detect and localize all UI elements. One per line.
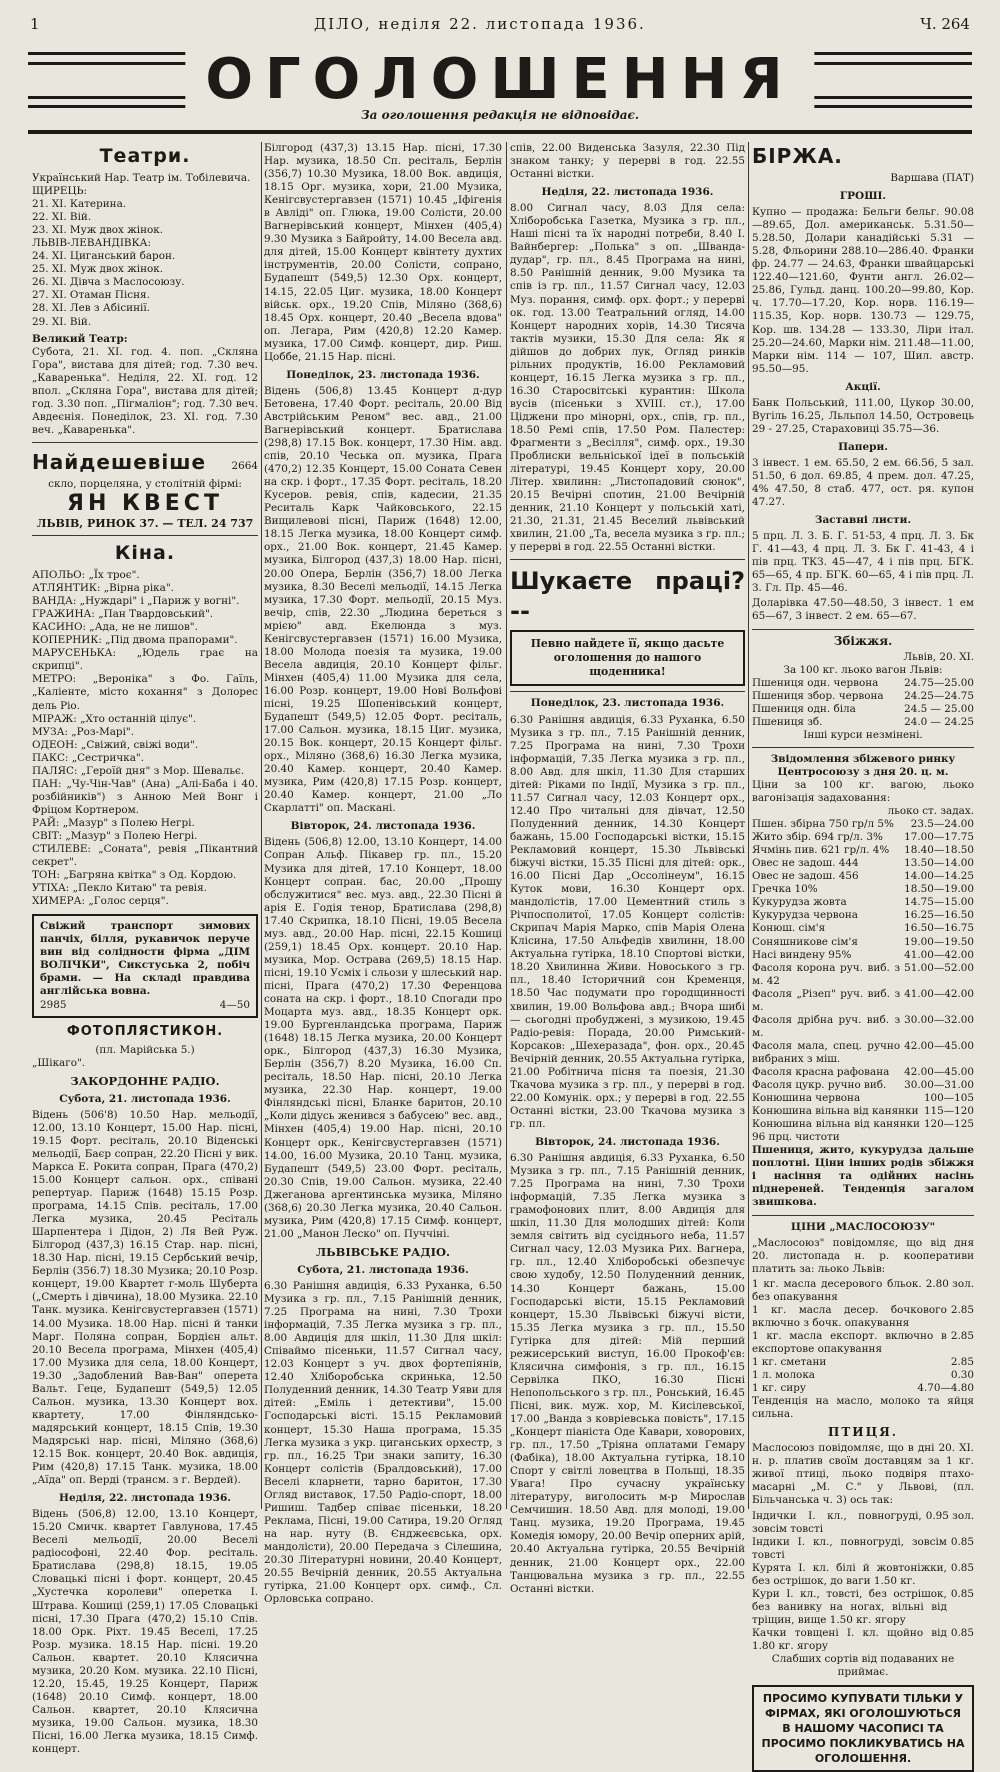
- grain-report-row: [752, 844, 974, 857]
- poultry-table: [752, 1510, 974, 1654]
- grain-report-row-price: 16.50—16.75: [904, 922, 974, 935]
- fotoplastikon-show: „Шікаго".: [32, 1056, 86, 1069]
- cheapest-heading: Найдешевіше: [32, 449, 207, 474]
- column-3: [510, 142, 745, 1595]
- page-header: [30, 12, 970, 36]
- poultry-row: [752, 1588, 974, 1627]
- grain-subheading: За 100 кг. льоко вагон Львів:: [783, 663, 943, 676]
- grain-report-row: [752, 1105, 974, 1118]
- butter-row: [752, 1330, 974, 1356]
- butter-row-label: 1 кг. масла експорт. включно в експортове опакування: [752, 1329, 947, 1355]
- papers-heading: Папери.: [838, 440, 888, 453]
- column-divider: [748, 142, 749, 1509]
- cinema-entry: АПОЛЬО: „Їх троє".: [32, 569, 140, 582]
- poultry-row: [752, 1562, 974, 1588]
- butter-row-label: 1 кг. сметани: [752, 1355, 827, 1368]
- page-number: 1: [30, 15, 40, 33]
- grain-report-row-price: 14.75—15.00: [904, 896, 974, 909]
- grain-report-row: [752, 1066, 974, 1079]
- grain-report-row-price: 19.00—19.50: [904, 935, 974, 948]
- poultry-row-label: Качки товщені І. кл. щойно від 1.80 кг. ягору: [752, 1626, 947, 1652]
- grain-report-subheading: Ціни за 100 кг. вагою, льоко вагонізація задаховання:: [752, 778, 974, 805]
- poultry-row-label: Кури І. кл., товсті, без острішок, без ванивку на ногах, вільні від тріщин, вище 1.50 кг. ягору: [752, 1587, 947, 1626]
- butter-row-label: 1 кг. сиру: [752, 1382, 806, 1395]
- cinema-entry: ПАЛЯС: „Героїй дня" з Мор. Шевальє.: [32, 764, 245, 777]
- grain-row: [752, 677, 974, 690]
- exchange-heading: БІРЖА.: [752, 144, 843, 168]
- dollar-bonds: Доларівка 47.50—48.50, 3 інвест. 1 ем 65—67, 3 інвест. 2 ем. 65—67.: [752, 597, 974, 623]
- column-2: [264, 142, 502, 1606]
- poultry-row-price: 0.85: [950, 1587, 974, 1600]
- grain-report-row: [752, 883, 974, 896]
- theatre-entry: 24. XI. Циганський барон.: [32, 250, 176, 263]
- cinema-entry: МАРУСЕНЬКА: „Юдель грає на скрипці".: [32, 647, 258, 673]
- grain-report-row-price: 23.5—24.00: [910, 818, 974, 831]
- ad-number: 2985: [40, 998, 67, 1011]
- butter-row-price: 2.85: [950, 1355, 974, 1368]
- grain-report-row-label: Насі виндену 95%: [752, 948, 852, 961]
- tuesday-heading: Вівторок, 24. листопада 1936.: [290, 820, 476, 833]
- cinema-entry: МІРАЖ: „Хто останній цілує".: [32, 712, 197, 725]
- grain-report-row-label: Ячмінь пив. 621 гр/л. 4%: [752, 844, 890, 857]
- shares-rates: Банк Польський, 111.00, Цукор 30.00, Вугіль 16.25, Льльпол 14.50, Островець 29 - 27.25, Стараховиці 35.75—36.: [752, 396, 974, 435]
- grain-report-columns: льоко ст. задах.: [887, 805, 974, 818]
- money-heading: ГРОШІ.: [839, 190, 887, 203]
- butter-table: [752, 1278, 974, 1395]
- shopping-appeal-box: ПРОСИМО КУПУВАТИ ТІЛЬКИ У ФІРМАХ, ЯКІ ОГОЛОШУЮТЬСЯ В НАШОМУ ЧАСОПИСІ ТА ПРОСИМО ПОКЛИКУВАТИСЬ НА ОГОЛОШЕННЯ.: [752, 1685, 974, 1772]
- kvest-ad-address: ЛЬВІВ, РИНОК 37. — ТЕЛ. 24 737: [36, 516, 254, 530]
- issue-number: Ч. 264: [920, 15, 970, 33]
- column-4: [752, 142, 974, 1766]
- grain-report-row-label: Кукурудза червона: [752, 909, 858, 922]
- grain-table: [752, 677, 974, 729]
- grain-report-note: Пшениця, жито, кукурудза дальше поплотні. Ціни інших родів збіжжя і насіння та одійних насінь піднереней. Тенденція загалом звишкова.: [752, 1144, 974, 1209]
- cinema-entry: ВАНДА: „Нуждарі" і „Париж у вогні".: [32, 595, 240, 608]
- butter-row: [752, 1304, 974, 1330]
- poultry-row-price: 0.95 зол.: [925, 1509, 974, 1522]
- cinema-entry: ПАКС: „Сестричка".: [32, 751, 144, 764]
- lviv-saturday-heading: Субота, 21. листопада 1936.: [297, 1263, 469, 1276]
- theatre-entry: ЩИРЕЦЬ:: [32, 185, 88, 198]
- sunday-program: 8.00 Сигнал часу, 8.03 Для села: Хліборобська Газетка, Музика з гр. пл., Наші пісні та їх народні потреби, 8.40 І. Вайнбергер: „Полька" з оп. „Шванда-дудар", гр. пл., 8.45 Програма на нині, 8.50 Ранішній денник, 9.00 Музика та спів із гр. пл., 11.57 Сигнал часу, 12.03 Муз. порання, симф. орх. форт.; у перерві ок. год. 13.00 Театральний огляд, 14.00 Концерт народних хорів, 14.30 Тисяча тактів музики, 15.30 Для села: Як я дійшов до добрих лук, Огляд ринків рільних продуктів, 16.00 Рекламовий концерт, 16.15 Легка музика з гр. пл., 16.30 Старосвітські курантин: Школа вусів (пісеньки з XVIII. ст.), 17.00 Ціджени про мінорні, орх., спів, гр. пл., 18.50 Ремі спів, 17.50 Ром. Палестер: Фрагменти з „Весілля", симф. орх., 19.30 Проблиски вельніської ідеї в польській літературі, 19.45 Концерт хору, 20.00 Літер. хвилинн: „Листопадовий сюнок", 20.15 Вечірні спотин, 21.00 Вечірній денник, 21.10 Концерт у польській хаті, 21.30, 21.31, 21.45 Веселий львівський хвилин, 21.00 „Та, весела музика з гр. пл.; у перерві в год. 22.55 Останні вістки.: [510, 202, 745, 554]
- transport-ad-text: Свіжий транспорт зимових панчіх, білля, рукавичок перуче вин від солідности фірма „ДІМ ВОЛІЧКИ", Сикстуська 2, побіч брами. — На складі правдива англійська вовна.: [40, 920, 250, 998]
- cinema-entry: КАСИНО: „Ада, не не лишов".: [32, 621, 198, 634]
- grain-report-row: [752, 857, 974, 870]
- grain-report-row: [752, 1092, 974, 1105]
- theatres-heading: Театри.: [99, 145, 191, 167]
- kvest-ad-name: ЯН КВЕСТ: [67, 490, 223, 516]
- shares-heading: Акції.: [845, 380, 881, 393]
- theatre-entry: 26. XI. Дівча з Маслосоюзу.: [32, 276, 185, 289]
- grain-row-price: 24.0 — 24.25: [904, 715, 974, 728]
- grain-report-row-label: Фасоля мала, спец. ручно вибраних з міш.: [752, 1039, 901, 1065]
- butter-row: [752, 1278, 974, 1304]
- grain-report-row: [752, 949, 974, 962]
- cinema-entry: МУЗА: „Роз-Марі".: [32, 725, 134, 738]
- grain-report-row: [752, 962, 974, 988]
- cheapest-text: скло, порцеляна, у столітній фірмі:: [48, 477, 242, 490]
- grain-row-label: Пшениця одн. червона: [752, 676, 879, 689]
- monday-program: Відень (506,8) 13.45 Концерт д-дур Бетовена, 17.40 Форт. ресіталь, 20.00 Від Австрійським Реном" вес. авд., 21.00 Вагнерівський концерт. Братислава (298,8) 17.15 Вок. концерт, 17.30 Нім. авд. спів, 20.10 Чеська оп. музика, Прага (470,2) 12.35 Концерт, 15.00 Соната Севен на скр. і форт., 17.35 Форт. ресіталь, 18.20 Кусеров. ревія, спів, кадесии, 21.35 Реситаль Карк Чайковського, 22.15 Вищилевові пісні, Париж (1648) 12.00, 18.15 Легка музика, 18.00 Концерт симф. орх., 21.00 Вок. концерт, 21.45 Камер. музика, Білгород (437,3) 18.00 Нар. пісні, 20.00 Опера, Берлін (356,7) 18.00 Легка музика, 8.30 Веселі мельодії, 14.15 Легка музика, 17.30 Форт. мельодії, 20.15 Муз. вечір, спів, 22.30 „Людина береться з мрією" авд. Екелюнда з муз. Кенігсвустергавзен (1571) 16.00 Музика, 18.00 Молода поезія та музика, 19.00 Весела авдиція, 20.10 Концерт фільг. Мінхен (405,4) 11.00 Музика для села, 16.00 Розр. концерт, 19.00 Нові Вольфові пісні, 19.25 Шопенівський концерт, Будапешт (549,5) 12.05 Форт. ресіталь, 17.00 Сальон. музика, 18.15 Циг. музика, 20.15 Вок. концерт, 20.15 Концерт фільг. орх., Міляно (368,6) 16.30 Легка музика, 20.40 Камер. концерт, 20.40 Камер. музика, Рим (420,8) 17.15 Розр. концерт, 20.40 Камер. концерт, 21.00 „Ло Скарлатті" оп. Маскані.: [264, 384, 502, 815]
- cinema-entry: ХИМЕРА: „Голос серця".: [32, 895, 169, 908]
- poultry-row: [752, 1627, 974, 1653]
- grain-report-row-price: 41.00—42.00: [904, 948, 974, 961]
- butter-row-price: 2.80 зол.: [925, 1277, 974, 1290]
- grain-report-row-label: Конюшина вільна від канянки: [752, 1105, 919, 1118]
- grain-row-label: Пшениця збор. червона: [752, 689, 884, 702]
- grain-report-row: [752, 896, 974, 909]
- grain-report-row-price: 120—125: [923, 1118, 974, 1131]
- butter-row-price: 4.70—4.80: [917, 1382, 974, 1395]
- cinema-list: [32, 569, 258, 908]
- great-theatre-heading: Великий Театр:: [32, 332, 128, 345]
- grain-report-row-label: Фасоля красна рафована: [752, 1066, 890, 1078]
- cinema-entry: ТОН: „Багряна квітка" з Од. Кордою.: [32, 869, 237, 882]
- cinema-entry: ПАН: „Чу-Чін-Чав" (Ана) „Алі-Баба і 40. розбійників") з Анною Мей Вонг і Фріцом Кортнером.: [32, 777, 258, 816]
- job-ad-heading: Шукаєте праці? --: [510, 567, 745, 626]
- theatre-entry: 25. XI. Муж двох жінок.: [32, 263, 164, 276]
- monday-program: 6.30 Ранішня авдиція, 6.33 Руханка, 6.50 Музика з гр. пл., 7.15 Ранішній денник, 7.25 Програма на нині, 7.30 Трохи інформацій, 7.35 Легка музика з гр. пл., 8.00 Авд. для шкіл, 11.30 Для старших дітей: Ріками по Індії, Музика з гр. пл., 11.57 Сигнал часу, 12.03 Концерт орх., 12.40 Про читальні для дівчат, 12.50 Полуденний денник, 14.30 Концерт бажань, 15.00 Господарські вістки, 15.15 Рекламовий концерт, 15.30 Львівські біжучі вістки, 15.35 Пісні для дітей: орк., 16.00 Пісні Дар „Оссолінеум", 16.15 Куток мови, 16.30 Концерт орх. мандолістів, 17.00 Цементний стиль з Річпосполитої, 17.05 Концерт солістів: Скрипач Марія Марко, спів Марія Олена Клісина, 17.50 Альфедів хвилинн, 18.00 Актуальна гутірка, 18.10 Спортові вістки, 18.20 Хвилинна Живи. Новоського з гр. пл., 18.40 Історичний сон Кременця, 18.50 Час подумати про городщинності хвилин, 19.00 Вольфова авд.; Вчора шибі — сьогодні пробуджені, з музикою, 19.45 Радіо-ревія: Порада, 20.00 Римський-Корсаков: „Шехеразада", фон. орх., 20.45 Вечірній денник, 20.55 Актуальна гутірка, 21.00 Робітнича пісня та поезія, 21.30 Ткачова музика з гр. пл., у перерві в год. 22.00 Комунік. орх.; у перерві в год. 22.55 Останні вістки, 23.00 Ткачова музика з гр. пл.: [510, 713, 745, 1130]
- grain-report-row: [752, 909, 974, 922]
- butter-row: [752, 1369, 974, 1382]
- butter-intro: „Маслосоюз" повідомляє, що від дня 20. листопада н. р. кооперативи платить за: льоко Львів:: [752, 1236, 974, 1275]
- cinema-entry: СТИЛЕВЕ: „Соната", ревія „Пікантний секрет".: [32, 843, 258, 869]
- poultry-note: Слабших сортів від подаваних не приймає.: [771, 1653, 955, 1679]
- grain-report-row-label: Фасоля цукр. ручно виб.: [752, 1079, 887, 1092]
- grain-report-row-price: 51.00—52.00: [904, 961, 974, 974]
- grain-report-row-price: 41.00—42.00: [904, 987, 974, 1000]
- butter-row-price: 0.30: [950, 1369, 974, 1382]
- poultry-row-label: Курята І. кл. білі й жовтоніжки, без острішок, до ваги 1.50 кг.: [752, 1561, 947, 1587]
- job-ad-box: Певно найдете її, якщо дасьте оголошення до нашого щоденника!: [510, 630, 745, 686]
- money-rates: Купно — продажа: Бельги бельг. 90.08—89.65, Дол. американськ. 5.31.50—5.28.50, Долари канадійські 5.31 — 5.28, Фльорини 288.10—286.40. Франки фр. 24.77 — 24.63, Франки швайцарські 122.40—121.60, Фунти англ. 26.02—25.86, Гульд. данц. 100.20—99.80, Кор. ч. 17.70—17.20, Кор. норв. 116.19—115.35, Кор. норв. 130.73 — 129.75, Кор. шв. 134.28 — 133.30, Ліри італ. 25.20—24.60, Марки нім. 211.48—11.00, Марки нім. 114 — 107, Шил. австр. 95.50—95.: [752, 206, 974, 375]
- grain-report-row: [752, 922, 974, 935]
- grain-report-row-label: Фасоля „Різеп" руч. виб. з м.: [752, 987, 901, 1013]
- grain-report-row-price: 17.00—17.75: [904, 831, 974, 844]
- theatre-entry: 27. XI. Отаман Пісня.: [32, 289, 150, 302]
- poultry-row-price: 0.85: [950, 1535, 974, 1548]
- butter-row: [752, 1356, 974, 1369]
- grain-report-row: [752, 818, 974, 831]
- fotoplastikon-heading: ФОТОПЛЯСТИКОН.: [66, 1023, 224, 1039]
- grain-report-row-label: Гречка 10%: [752, 883, 818, 896]
- butter-row-label: 1 кг. масла десерового бльок. без опакування: [752, 1277, 922, 1303]
- grain-report-row-label: Конюшина червона: [752, 1092, 861, 1105]
- grain-report-row: [752, 936, 974, 949]
- grain-report-row-price: 14.00—14.25: [904, 870, 974, 883]
- theatre-entry: 22. XI. Вій.: [32, 211, 92, 224]
- grain-report-row-price: 100—105: [923, 1092, 974, 1105]
- theatre-entry: 21. XI. Катерина.: [32, 198, 127, 211]
- cinema-entry: РАЙ: „Мазур" з Полею Негрі.: [32, 816, 195, 829]
- theatre-entry: ЛЬВІВ-ЛЕВАНДІВКА:: [32, 237, 151, 250]
- cinema-entry: МЕТРО: „Вероніка" з Фо. Гаїль, „Каліенте, місто кохання" з Долорес дель Ріо.: [32, 673, 258, 712]
- grain-report-row-price: 115—120: [923, 1105, 974, 1118]
- exchange-source: Варшава (ПАТ): [890, 172, 974, 184]
- transport-ad: [32, 914, 258, 1017]
- cinema-entry: СВІТ: „Мазур" з Полею Негрі.: [32, 829, 198, 842]
- lviv-saturday-program: 6.30 Ранішня авдиція, 6.33 Руханка, 6.50 Музика з гр. пл., 7.15 Ранішній денник, 7.25 Програма на нині, 7.30 Трохи інформацій, 7.35 Легка музика з гр. пл., 8.00 Авдиція для шкіл, 11.30 Для шкіл: Співаймо пісеньки, 11.57 Сигнал часу, 12.03 Концерт з уч. двох фортепіянів, 12.40 Хліборобська скринька, 12.50 Полуденний денник, 14.30 Театр Уяви для дітей: „Еміль і детективи", 15.00 Господарські вісті. 15.15 Рекламовий концерт, 15.30 Наша програма, 15.35 Легка музика з укр. циганських орхестр, з гр. пл., 16.25 Три знаки запиту, 16.30 Концерт солістів (Бралдовський), 17.00 Веселі кларнети, тарно баритон, 17.30 Огляд виставок, 17.50 Радіо-спорт, 18.00 Ришиш. Тадбер співає пісеньки, 18.20 Реклама, Пісні, 19.00 Сатира, 19.20 Огляд на нар. нуту (В. Єнджеєвська, орх. мандолісти), 20.00 Передача з Сілешина, 20.30 Літературні новини, 20.40 Концерт, 20.55 Вечірній денник, 20.55 Актуальна гутірка, 21.00 Концерт орх. симф., Сл. Орловська сопрано.: [264, 1279, 502, 1606]
- page-subtitle: За оголошення редакція не відповідає.: [360, 108, 640, 122]
- poultry-row-label: Індички І. кл., повногруді, зовсім товсті: [752, 1509, 922, 1535]
- theatre-entry: Український Нар. Театр ім. Тобілевича.: [32, 172, 251, 184]
- cinema-entry: ГРАЖИНА: „Пан Твардовський".: [32, 608, 214, 621]
- grain-report-row-price: 30.00—32.00: [904, 1013, 974, 1026]
- grain-report-row: [752, 1079, 974, 1092]
- grain-report-row-label: Овес не задош. 444: [752, 857, 859, 870]
- theatre-entry: 29. XI. Вій.: [32, 315, 92, 328]
- papers-rates: 3 інвест. 1 ем. 65.50, 2 ем. 66.56, 5 зал. 51.50, 6 дол. 69.85, 4 прем. дол. 47.25, 4% 47.50, 8 стаб. 477, ост. ря. купон 47.27.: [752, 456, 974, 509]
- grain-report-row-label: Кукурудза жовта: [752, 896, 847, 909]
- monday-heading: Понеділок, 23. листопада 1936.: [530, 697, 725, 710]
- cinema-entry: ОДЕОН: „Свіжий, свіжі води".: [32, 738, 199, 751]
- grain-row-label: Пшениця зб.: [752, 715, 823, 728]
- cinema-entry: УТІХА: „Пекло Китаю" та ревія.: [32, 882, 207, 895]
- column-divider: [506, 142, 507, 1509]
- great-theatre-text: Субота, 21. XI. год. 4. поп. „Скляна Гора", вистава для дітей; год. 7.30 веч. „Каваренька". Неділя, 22. XI. год. 12 впол. „Скляна Гора", вистава для дітей; год. 3.30 поп. „Пігмаліон"; год. 7.30 веч. Авдеєнія. Понеділок, 23. XI. год. 7.30 веч. „Каваренька".: [32, 345, 258, 436]
- program-cont: спів, 22.00 Виденська Зазуля, 22.30 Під знаком танку; у перерві в год. 22.55 Останні вістки.: [510, 142, 745, 181]
- butter-row: [752, 1382, 974, 1395]
- cinema-entry: АТЛЯНТИК: „Вірна ріка".: [32, 582, 174, 595]
- butter-row-price: 2.85: [950, 1303, 974, 1316]
- cinema-entry: КОПЕРНИК: „Під двома прапорами".: [32, 634, 238, 647]
- poultry-row-price: 0.85: [950, 1626, 974, 1639]
- monday-heading: Понеділок, 23. листопада 1936.: [286, 368, 480, 381]
- grain-report-row: [752, 1040, 974, 1066]
- grain-report-row: [752, 870, 974, 883]
- grain-report-row-label: Жито збір. 694 гр/л. 3%: [752, 831, 883, 844]
- grain-heading: Збіжжя.: [833, 633, 893, 648]
- poultry-intro: Маслосоюз повідомляє, що в дні 20. XI. н. р. платив своїм доставцям за 1 кг. живої птиці, льоко подвіря птахо-масарні „М. С." у Львові, (пл. Більчанська ч. 3) ось так:: [752, 1442, 974, 1507]
- grain-report-row-label: Фасоля дрібна руч. виб. з м.: [752, 1013, 901, 1039]
- grain-row: [752, 703, 974, 716]
- butter-row-price: 2.85: [950, 1329, 974, 1342]
- grain-report-row-price: 16.25—16.50: [904, 909, 974, 922]
- radio-program-cont: Білгород (437,3) 13.15 Нар. пісні, 17.30 Нар. музика, 18.50 Сп. ресіталь, Берлін (356,7) 10.30 Музика, 18.00 Вок. авдиція, 18.15 Орг. музика, хори, 21.00 Музика, Кенігсвустергавзен (1571) 10.45 „Іфігенія в Авліді" оп. Глюка, 19.00 Солісти, 20.00 Вагнерівський концерт, Мінхен (405,4) 9.30 Музика з Байройту, 14.00 Весела авд. для дітей, 15.00 Концерт квінтету духтих інструментів, 20.00 Солісти, сопрано, Будапешт (549,5) 12.30 Орх. концерт, 14.15, 22.05 Циг. музика, 18.00 Концерт військ. орх., 19.20 Спів, Міляно (368,6) 18.45 Орх. концерт, 20.40 „Весела вдова" оп. Легара, Рим (420,8) 12.20 Камер. музика, 17.00 Симф. концерт, дир. Риш. Цоббе, 21.15 Нар. пісні.: [264, 142, 502, 363]
- grain-row-price: 24.25—24.75: [904, 689, 974, 702]
- grain-report-row: [752, 831, 974, 844]
- butter-note: Тенденція на масло, молоко та яйця сильна.: [752, 1395, 974, 1421]
- sunday-program: Відень (506,8) 12.00, 13.10 Концерт, 15.20 Смичк. квартет Гавлунова, 17.45 Веселі мельодії, 20.00 Веселі радіософоні, 22.40 Фор. ресіталь. Братислава (298,8) 18.15, 19.05 Словацькі пісні і форт. концерт, 20.45 „Хустечка королеви" оперетка І. Штрава. Кошиці (259,1) 17.05 Словацькі пісні, 17.30 Прага (470,2) 15.10 Спів. 18.00 Орк. Ріхт. 19.45 Веселі, 17.25 Розр. музика. 18.15 Нар. пісні. 19.20 Сальон. квартет. 20.10 Клясична музика, 20.20 Ком. музика. 22.10 Пісні, 12.20, 15.45, 19.25 Концерт, Париж (1648) 20.10 Симф. концерт, 18.00 Сальон. квартет, 20.10 Клясична музика, 19.00 Сальон. музика, 18.30 Пісні, 16.00 Легка музика, 18.15 Симф. концерт.: [32, 1508, 258, 1756]
- poultry-row-label: Індики І. кл., повногруді, зовсім товсті: [752, 1535, 947, 1561]
- pledge-letters-heading: Заставні листи.: [814, 514, 912, 527]
- fotoplastikon-address: (пл. Марійська 5.): [95, 1043, 195, 1056]
- sunday-heading: Неділя, 22. листопада 1936.: [59, 1492, 231, 1505]
- grain-report-row-label: Конюш. сім'я: [752, 922, 826, 935]
- header-rule: [28, 130, 972, 134]
- grain-report-row-price: 30.00—31.00: [904, 1079, 974, 1092]
- grain-report-row-label: Овес не задош. 456: [752, 870, 859, 883]
- butter-heading: ЦІНИ „МАСЛОСОЮЗУ": [790, 1220, 936, 1233]
- grain-report-row-label: Фасоля корона руч. виб. з м. 42: [752, 961, 901, 987]
- tuesday-heading: Вівторок, 24. листопада 1936.: [535, 1136, 720, 1148]
- column-divider: [261, 142, 262, 1509]
- page-title: ОГОЛОШЕННЯ: [185, 48, 814, 112]
- tuesday-program: Відень (506,8) 12.00, 13.10 Концерт, 14.00 Сопран Альф. Пікавер гр. пл., 15.20 Музика для дітей, 17.10 Концерт, 18.00 Концерт сопран. бас, 20.00 „Прошу обслужитися" вес. муз. авд., 22.30 Пісні й арія Е. Годія тенор, Братислава (298,8) 17.40 Скрипка, 18.10 Пісні, 19.05 Весела муз. авд., 20.00 Нар. пісні, 22.15 Кошиці (259,1) 18.45 Орх. концерт. 20.10 Нар. музика, Мор. Острава (269,5) 18.15 Нар. пісні, 19.10 Усміх і сльози у шлеський нар. пісні, Прага (470,2) 17.30 Ференцова соната на скр. і форт., 18.10 Спогади про Моцарта муз. авд., 18.35 Концерт орк. 19.00 Бургенландська програма, Париж (1648) 18.15 Легка музика, 20.00 Концерт орк., Білгород (437,3) 16.30 Музика, Берлін (356,7) 8.20 Музика, 16.00 Сп. ресіталь, 18.50 Нар. пісні, 20.10 Легка музика, 22.30 Нар. концерт, 19.00 Фінляндські пісні, Бланке баритон, 20.10 „Коли дідусь женився з бабусею" вес. авд., Мінхен (405,4) 19.00 Нар. пісні, 20.10 Концерт орк., Кенігсвустергавзен (1571) 14.00, 16.00 Музика, 20.10 Танц. музика, Будапешт (549,5) 23.00 Форт. ресіталь, 20.30 Спів, 19.00 Сальон. музика, 22.40 Джеганова аргентинська музика, Міляно (368,6) 20.30 Легка музика, 20.40 Сальон. музика, Рим (420,8) 17.15 Симф. концерт, 21.00 „Манон Леско" оп. Пуччіні.: [264, 836, 502, 1240]
- cinema-heading: Кіна.: [114, 542, 176, 565]
- poultry-row-price: 0.85: [950, 1561, 974, 1574]
- lviv-radio-heading: ЛЬВІВСЬКЕ РАДІО.: [316, 1244, 450, 1259]
- grain-report-heading: Звідомлення збіжевого ринку Центросоюзу з дня 20. ц. м.: [770, 752, 956, 778]
- theatre-entry: 28. XI. Лев з Абісинії.: [32, 302, 150, 315]
- grain-row-price: 24.75—25.00: [904, 676, 974, 689]
- grain-report-row-price: 18.50—19.00: [904, 883, 974, 896]
- butter-row-label: 1 л. молока: [752, 1369, 816, 1382]
- poultry-row: [752, 1536, 974, 1562]
- grain-row: [752, 690, 974, 703]
- grain-report-row-price: 42.00—45.00: [904, 1039, 974, 1052]
- grain-report-row-label: Конюшина вільна від канянки 96 прц. чистоти: [752, 1118, 920, 1144]
- ad-size: 4—50: [219, 998, 250, 1011]
- grain-place: Львів, 20. XI.: [903, 650, 974, 663]
- masthead: ДІЛО, неділя 22. листопада 1936.: [313, 15, 646, 33]
- saturday-heading: Субота, 21. листопада 1936.: [59, 1092, 231, 1105]
- grain-row-price: 24.5 — 25.00: [904, 702, 974, 715]
- grain-report-row-price: 42.00—45.00: [904, 1066, 974, 1078]
- grain-note: Інші курси незмінені.: [803, 728, 923, 741]
- butter-row-label: 1 кг. масла десер. бочкового включно з бочк. опакування: [752, 1303, 947, 1329]
- sunday-heading: Неділя, 22. листопада 1936.: [541, 186, 714, 199]
- theatre-entry: 23. XI. Муж двох жінок.: [32, 224, 164, 237]
- radio-heading: ЗАКОРДОННЕ РАДІО.: [70, 1073, 220, 1088]
- grain-report-row: [752, 988, 974, 1014]
- column-1: [32, 142, 258, 1756]
- pledge-letters-rates: 5 прц. Л. З. Б. Г. 51-53, 4 прц. Л. З. Бк Г. 41—43, 4 прц. Л. З. Бк Г. 41-43, 4 і пів прц. ТКЗ. 45—47, 4 і пів прц. БГК. 65—65, 4 пр. БГК. 60—65, 4 і пів прц. Л. З. Гл. Пр. 45—46.: [752, 530, 974, 595]
- theatres-list: [32, 172, 258, 329]
- grain-report-row-price: 13.50—14.00: [904, 857, 974, 870]
- grain-report-row-label: Соняшникове сім'я: [752, 935, 858, 948]
- tuesday-program: 6.30 Ранішня авдиція, 6.33 Руханка, 6.50 Музика з гр. пл., 7.15 Ранішній денник, 7.25 Програма на нині, 7.30 Трохи інформацій, 7.35 Легка музика з грамофонових плит, 8.00 Авдиція для шкіл, 11.30 Для молодших дітей: Коли земля світить від сусіднього неба, 11.57 Сигнал часу, 12.03 Музика Рих. Вагнера, гр. пл., 12.40 Хліборобські обезпечує свою худобу, 12.50 Полуденний денник, 14.30 Концерт бажань, 15.00 Господарські вісти, 15.15 Рекламовий концерт, 15.30 Львівські біжучі вісти, 15.35 Легка музика з гр. пл., 15.50 Гутірка для дітей: Мій перший режисерський виступ, 16.00 Прокоф'єв: Клясична симфонія, з гр. пл., 16.15 Сервілка ПКО, 16.30 Пісні Непопольського з гр. пл., Ронський, 16.45 Пісні, вик. муж. хор, М. Кисілевської, 17.00 „Ванда з ковріевська повість", 17.15 „Концерт піаніста Оде Кавари, ховорових, гр. пл., 17.50 „Тріяна оплатами Гемару (Фабіка), 18.00 Актуальна гутірка, 18.10 Спорт у світлі ловецтва в Польщі, 18.35 Увага! Про сучасну українську літературу, виголосить м-р Мирослав Семчишин. 18.50 Авд. для молоді, 19.00 Танц. музика, 19.20 Програма, 19.45 Комедія юмору, 20.00 Вечір оперних арій, 20.40 Актуальна гутірка, 20.55 Вечірній денник, 21.00 Концерт орх., 22.00 Танцювальна музика з гр. пл., 22.55 Останні вістки.: [510, 1152, 745, 1595]
- grain-report-table: [752, 818, 974, 1144]
- grain-report-row: [752, 1014, 974, 1040]
- poultry-row: [752, 1510, 974, 1536]
- grain-report-row-label: Пшен. збірна 750 гр/л 5%: [752, 818, 894, 831]
- grain-report-row: [752, 1118, 974, 1144]
- grain-report-row-price: 18.40—18.50: [904, 844, 974, 857]
- title-banner: [28, 44, 972, 126]
- grain-row: [752, 716, 974, 729]
- saturday-program: Відень (506'8) 10.50 Нар. мельодії, 12.00, 13.10 Концерт, 15.00 Нар. пісні, 19.15 Форт. ресіталь, 20.10 Віденські мельодії, Баєр сопран, 22.20 Пісні у вик. Маркса Е. Рокита сопран, Прага (470,2) 15.00 Концерт сальон. орх., співані репертуар. Париж (1648) 15.15 Розр. програма, 14.15 Спів. ресіталь, 17.00 Легка музика, 20.45 Ресіталь Шарпентера і Дідон, 2) Ля Вей Руж. Бiлгород (437,3) 16.15 Стар. нар. пісні, 18.30 Нар. пісні, 19.15 Сербський вечір, Берлін (356.7) 18.30 Музика; 20.10 Розр. концерт, 19.00 Квартет г-моль Шуберта („Смерть і дівчина), 18.00 Музика. 22.10 Танк. музика. Кенігсвустергавзен (1571) 14.00 Музика. 18.00 Нар. пісні й танки Марг. Поляна сопран, Бордієн альт. 20.10 Весела програма, Мінхен (405,4) 17.00 Музика для села, 18.00 Концерт, 19.30 „Задоблений Вав-Ван" оперета Вальт. Геце, Будапешт (549,5) 12.05 Сальон. музика, 13.30 Концерт вох. квартету, 17.00 Фінляндсько-мадярський концерт, 18.15 Спів, 19.30 Мадярські нар. пісні, Міляно (368,6) 12.15 Вок. концерт, 20.40 Вок. авдиція, Рим (420,8) 17.15 Танк. музика, 18.00 „Аїда" оп. Верді (трансм. з г. Вердей).: [32, 1108, 258, 1487]
- grain-row-label: Пшениця одн. біла: [752, 702, 856, 715]
- ad-number: 2664: [231, 459, 258, 472]
- poultry-heading: ПТИЦЯ.: [828, 1425, 898, 1440]
